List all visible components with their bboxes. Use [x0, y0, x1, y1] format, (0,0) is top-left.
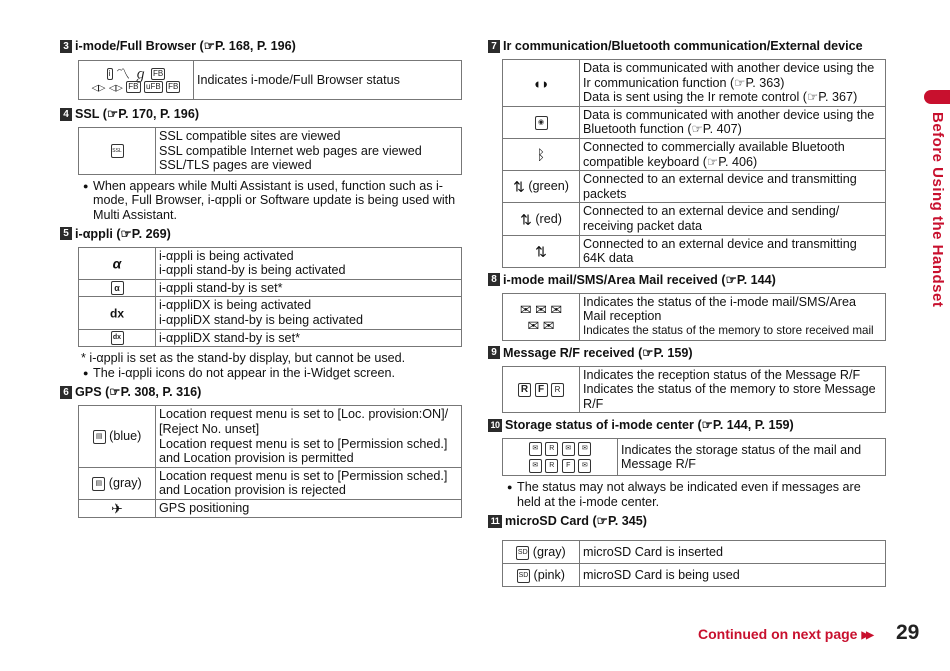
- iappli-icon-cell: [79, 247, 156, 279]
- comm-line: Connected to an external device and sending/ receiving packet data: [583, 204, 840, 233]
- sd-icon-cell: [503, 564, 580, 587]
- communication-table: [502, 59, 886, 268]
- iappli-icon-cell: [79, 297, 156, 329]
- iappli-line: i-αppli stand-by is being activated: [159, 263, 346, 278]
- packet-icon: ⇅: [520, 211, 532, 228]
- section-7-heading: [488, 38, 886, 54]
- ssl-line: SSL compatible sites are viewed: [159, 129, 341, 143]
- section-number: 9: [488, 346, 500, 359]
- center-line: Indicates the storage status of the mail and Message R/F: [621, 442, 862, 472]
- section-title: SSL (☞P. 170, P. 196): [75, 107, 200, 121]
- iappli-desc: [156, 279, 462, 297]
- section-title: Ir communication/Bluetooth communication/External device: [503, 39, 863, 53]
- section-number: 3: [60, 40, 72, 53]
- comm-line: Data is communicated with another device using the Ir communication function (☞P. 363): [583, 61, 875, 90]
- center-r-icon: R: [545, 459, 558, 473]
- message-rf-memory-icon: R: [551, 383, 564, 397]
- ssl-table: [78, 127, 462, 175]
- comm-line: Connected to an external device and transmitting packets: [583, 172, 857, 201]
- comm-icon-cell: [503, 106, 580, 138]
- browser-icon: FB: [168, 81, 179, 91]
- comm-line: Connected to commercially available Bluetooth compatible keyboard (☞P. 406): [583, 139, 845, 169]
- rf-line: Indicates the reception status of the Message R/F: [583, 367, 861, 382]
- ssl-icon-cell: [79, 128, 156, 175]
- table-row: [79, 500, 462, 518]
- iapplidx-standby-icon: dx: [111, 331, 124, 345]
- section-number: 5: [60, 227, 72, 240]
- table-row: [503, 541, 886, 564]
- comm-desc: [580, 171, 886, 203]
- browser-icon: uFB: [146, 81, 161, 91]
- table-row: [503, 564, 886, 587]
- table-row: [79, 247, 462, 279]
- center-bullet: ● The status may not always be indicated even if messages are held at the i-mode center.: [502, 480, 886, 509]
- center-f-icon: F: [562, 459, 575, 473]
- continued-label: Continued on next page: [698, 626, 858, 642]
- center-mail-icon: ✉: [562, 442, 575, 456]
- gps-icon: ▤: [92, 477, 105, 491]
- table-row: [79, 297, 462, 329]
- mail-icon: ✉: [535, 301, 547, 318]
- iappli-icon-cell: [79, 279, 156, 297]
- message-r-icon: R: [518, 383, 531, 397]
- center-storage-table: [502, 438, 886, 476]
- comm-icon-cell: [503, 60, 580, 107]
- iappli-line: i-αppliDX stand-by is being activated: [159, 313, 363, 328]
- bluetooth-data-icon: ◉: [535, 116, 548, 130]
- section-number: 10: [488, 419, 502, 432]
- ssl-desc: [156, 128, 462, 175]
- browser-icon: ◁▷: [91, 82, 106, 93]
- browser-icon: FB: [128, 81, 139, 91]
- section-title: i-mode mail/SMS/Area Mail received (☞P. 144): [503, 272, 776, 287]
- gps-icon-cell: [79, 467, 156, 499]
- section-number: 11: [488, 515, 502, 528]
- message-f-icon: F: [535, 383, 548, 397]
- section-number: 6: [60, 386, 72, 399]
- table-row: [503, 171, 886, 203]
- ssl-bullet: ● When appears while Multi Assistant is used, function such as i-mode, Full Browser, i-αppli or Software update is being used with Multi Assistant.: [78, 179, 462, 223]
- rf-desc: [580, 366, 886, 413]
- ssl-icon: SSL: [111, 144, 124, 158]
- section-9-heading: [488, 345, 886, 361]
- sd-desc: microSD Card is inserted: [580, 541, 886, 564]
- gps-desc: [156, 500, 462, 518]
- mail-desc: [580, 293, 886, 340]
- gps-line: Location request menu is set to [Loc. provision:ON]/ [Reject No. unset]: [159, 407, 449, 437]
- sd-desc: microSD Card is being used: [580, 564, 886, 587]
- mail-line: Indicates the status of the memory to store received mail: [583, 323, 874, 337]
- section-title: i-mode/Full Browser (☞P. 168, P. 196): [75, 39, 296, 53]
- mail-table: [502, 293, 886, 341]
- gps-icon-cell: [79, 500, 156, 518]
- comm-line: Connected to an external device and transmitting 64K data: [583, 236, 857, 266]
- bluetooth-keyboard-icon: ᛒ: [536, 146, 546, 163]
- gps-line: Location request menu is set to [Permission sched.] and Location provision is rejected: [159, 468, 448, 498]
- sd-color-label: (gray): [532, 545, 566, 560]
- gps-icon-cell: [79, 406, 156, 467]
- page-number: 29: [896, 621, 920, 644]
- iappli-icon: α: [112, 255, 122, 272]
- double-arrow-icon: ▶▶: [861, 630, 871, 641]
- comm-line: Data is communicated with another device using the Bluetooth function (☞P. 407): [583, 107, 875, 137]
- satellite-icon: ✈: [111, 500, 123, 517]
- center-mail-icon: ✉: [529, 459, 542, 473]
- rf-line: Indicates the status of the memory to store Message R/F: [583, 382, 876, 411]
- mail-icon: ✉: [550, 301, 563, 318]
- comm-icon-cell: [503, 203, 580, 235]
- center-mail-icon: ✉: [529, 442, 542, 456]
- gps-table: [78, 405, 462, 517]
- section-title: Message R/F received (☞P. 159): [503, 345, 693, 360]
- iappli-standby-icon: α: [111, 281, 124, 295]
- table-row: [79, 128, 462, 175]
- message-rf-table: [502, 366, 886, 414]
- gps-color-label: (blue): [109, 429, 142, 444]
- center-mail-icon: ✉: [578, 459, 591, 473]
- table-row: [79, 329, 462, 347]
- gps-color-label: (gray): [108, 476, 142, 491]
- right-column: [486, 38, 886, 587]
- ir-icon: ◖◗: [532, 75, 550, 92]
- center-r-icon: R: [545, 442, 558, 456]
- comm-icon-cell: [503, 235, 580, 267]
- comm-icon-cell: [503, 138, 580, 170]
- iappli-line: i-αppli stand-by is set*: [159, 280, 283, 295]
- table-row: [503, 439, 886, 476]
- table-row: [503, 235, 886, 267]
- mail-icon-cell: [503, 293, 580, 340]
- imode-browser-table: [78, 60, 462, 100]
- ssl-line: SSL/TLS pages are viewed: [159, 158, 312, 173]
- sd-color-label: (pink): [533, 568, 565, 583]
- center-icon-cell: [503, 439, 618, 476]
- comm-desc: [580, 203, 886, 235]
- browser-icons: [79, 61, 194, 100]
- iappli-line: i-αppliDX is being activated: [159, 298, 312, 313]
- iappli-line: i-αppliDX stand-by is set*: [159, 330, 300, 345]
- microsd-table: [502, 540, 886, 587]
- iappli-line: i-αppli is being activated: [159, 248, 294, 263]
- packet-icon: ⇅: [513, 179, 525, 196]
- browser-icon: 〽: [116, 65, 131, 82]
- iappli-bullet: ● The i-αppli icons do not appear in the i-Widget screen.: [78, 366, 462, 381]
- section-number: 7: [488, 40, 500, 53]
- section-5-heading: [60, 226, 462, 242]
- iappli-desc: [156, 329, 462, 347]
- section-title: i-αppli (☞P. 269): [75, 226, 171, 241]
- section-title: Storage status of i-mode center (☞P. 144, P. 159): [505, 418, 794, 433]
- browser-icon: FB: [153, 68, 164, 78]
- iapplidx-icon: dx: [109, 306, 124, 321]
- data-64k-icon: ⇅: [535, 243, 547, 260]
- iappli-table: [78, 247, 462, 348]
- ssl-line: SSL compatible Internet web pages are viewed: [159, 143, 422, 158]
- iappli-desc: [156, 297, 462, 329]
- browser-desc: Indicates i-mode/Full Browser status: [194, 61, 462, 100]
- table-row: [503, 293, 886, 340]
- mail-line: Indicates the status of the i-mode mail/SMS/Area Mail reception: [583, 294, 856, 324]
- iappli-icon-cell: [79, 329, 156, 347]
- section-4-heading: [60, 106, 462, 122]
- table-row: [79, 406, 462, 467]
- section-number: 8: [488, 273, 500, 286]
- browser-icon: ℊ: [133, 65, 148, 82]
- gps-line: Location request menu is set to [Permission sched.] and Location provision is permitted: [159, 436, 448, 466]
- section-title: GPS (☞P. 308, P. 316): [75, 385, 202, 400]
- comm-line: Data is sent using the Ir remote control (☞P. 367): [583, 90, 858, 105]
- table-row: [503, 203, 886, 235]
- left-column: [62, 38, 462, 518]
- table-row: [79, 61, 462, 100]
- section-8-heading: [488, 272, 886, 288]
- table-row: [503, 366, 886, 413]
- section-number: 4: [60, 108, 72, 121]
- section-6-heading: [60, 384, 462, 400]
- comm-desc: [580, 138, 886, 170]
- mail-icon: ✉: [519, 301, 532, 318]
- section-title: microSD Card (☞P. 345): [505, 514, 647, 529]
- gps-line: GPS positioning: [159, 501, 250, 516]
- comm-color-label: (green): [528, 179, 569, 194]
- table-row: [503, 60, 886, 107]
- chapter-title: Before Using the Handset: [929, 112, 946, 308]
- section-10-heading: [488, 417, 886, 433]
- comm-color-label: (red): [535, 211, 562, 226]
- microsd-icon: SD: [516, 546, 529, 560]
- comm-icon-cell: [503, 171, 580, 203]
- center-desc: [618, 439, 886, 476]
- microsd-icon: SD: [517, 569, 530, 583]
- iappli-desc: [156, 247, 462, 279]
- rf-icon-cell: [503, 366, 580, 413]
- browser-icon: ◁▷: [108, 82, 123, 93]
- table-row: [503, 106, 886, 138]
- comm-desc: [580, 60, 886, 107]
- sd-icon-cell: [503, 541, 580, 564]
- gps-desc: [156, 406, 462, 467]
- table-row: [79, 279, 462, 297]
- continued-link[interactable]: [698, 626, 871, 642]
- comm-desc: [580, 235, 886, 267]
- gps-desc: [156, 467, 462, 499]
- comm-desc: [580, 106, 886, 138]
- mail-icon: ✉: [542, 317, 555, 334]
- browser-icon: i: [108, 68, 111, 78]
- section-3-heading: [60, 38, 462, 54]
- chapter-tab-marker: [924, 90, 950, 104]
- iappli-footnote: * i-αppli is set as the stand-by display, but cannot be used.: [81, 351, 406, 366]
- table-row: [503, 138, 886, 170]
- center-mail-icon: ✉: [578, 442, 591, 456]
- table-row: [79, 467, 462, 499]
- gps-icon: ▤: [93, 430, 106, 444]
- mail-icon: ✉: [527, 317, 540, 334]
- section-11-heading: [488, 513, 886, 529]
